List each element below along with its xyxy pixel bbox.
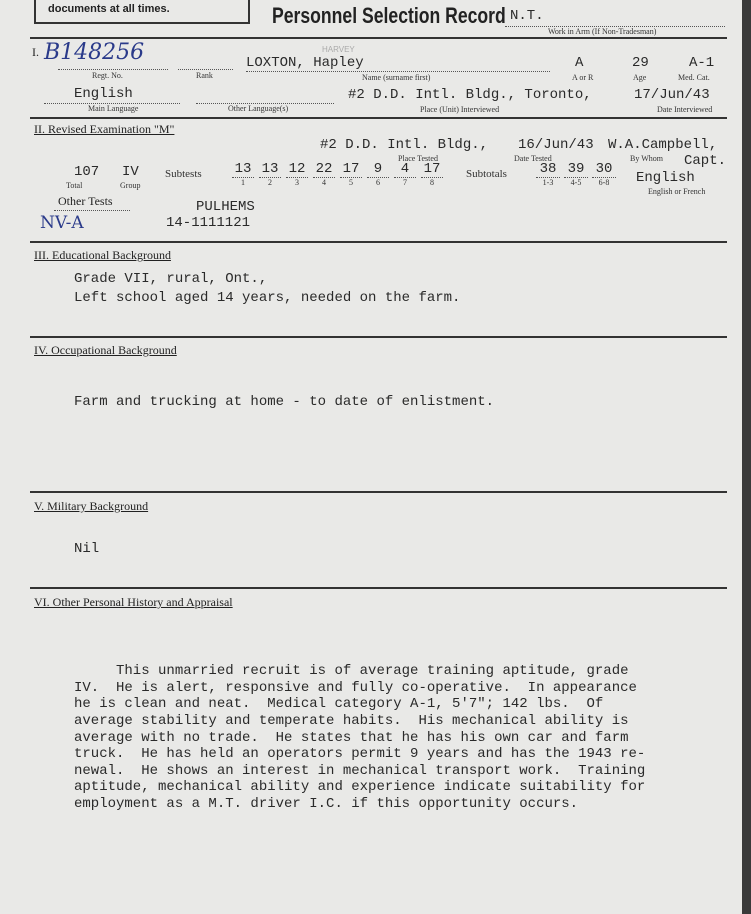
rank-label: Rank xyxy=(196,71,213,80)
test-language: English xyxy=(636,170,695,186)
by-whom: W.A.Campbell, xyxy=(608,137,718,153)
other-language-label: Other Language(s) xyxy=(228,104,289,113)
date-tested-label: Date Tested xyxy=(514,154,552,163)
age-label: Age xyxy=(633,73,647,82)
subtest-score xyxy=(367,162,389,187)
main-language-label: Main Language xyxy=(88,104,139,113)
group-label: Group xyxy=(120,181,141,190)
subtest-score xyxy=(421,162,443,187)
education-line: Grade VII, rural, Ont., xyxy=(74,271,268,287)
main-language: English xyxy=(74,86,133,102)
appraisal-line: aptitude, mechanical ability and experience indicate suitability for xyxy=(74,779,646,796)
subtests-label: Subtests xyxy=(165,168,202,180)
place-interviewed-label: Place (Unit) Interviewed xyxy=(420,105,500,114)
subtests xyxy=(232,162,443,187)
appraisal-line: he is clean and neat. Medical category A-1, 5'7"; 142 lbs. Of xyxy=(74,696,604,713)
appraisal-line: IV. He is alert, responsive and fully co-operative. In appearance xyxy=(74,679,637,696)
subtotal-range: 4-5 xyxy=(570,178,582,187)
section-2-heading: II. Revised Examination "M" xyxy=(34,122,175,136)
test-language-label: English or French xyxy=(648,187,706,196)
notice-box xyxy=(34,0,250,24)
section-4-heading: IV. Occupational Background xyxy=(34,343,177,357)
by-whom-rank: Capt. xyxy=(684,153,727,169)
age: 29 xyxy=(632,55,649,71)
subtotal-value: 39 xyxy=(564,162,588,178)
date-tested: 16/Jun/43 xyxy=(518,137,594,153)
place-interviewed: #2 D.D. Intl. Bldg., Toronto, xyxy=(348,87,592,103)
military-text: Nil xyxy=(74,541,100,557)
med-cat: A-1 xyxy=(689,55,715,71)
regt-no-label: Regt. No. xyxy=(92,71,123,80)
group: IV xyxy=(122,164,139,180)
name-label: Name (surname first) xyxy=(362,73,431,82)
education-line: Left school aged 14 years, needed on the farm. xyxy=(74,290,461,306)
pulhems-label: PULHEMS xyxy=(196,199,255,215)
name: LOXTON, Hapley xyxy=(246,55,364,71)
subtotal-range: 1-3 xyxy=(542,178,554,187)
subtest-number: 6 xyxy=(376,178,380,187)
subtest-value: 9 xyxy=(367,162,389,178)
a-or-r-label: A or R xyxy=(572,73,594,82)
subtotals xyxy=(536,162,616,187)
subtest-value: 17 xyxy=(421,162,443,178)
notice-text: documents at all times. xyxy=(48,3,170,15)
subtest-value: 12 xyxy=(286,162,308,178)
section-5-heading: V. Military Background xyxy=(34,499,149,513)
subtest-value: 4 xyxy=(394,162,416,178)
section-3-heading: III. Educational Background xyxy=(34,248,171,262)
total-score: 107 xyxy=(74,164,100,180)
subtotal-score xyxy=(564,162,588,187)
page-title: Personnel Selection Record xyxy=(272,3,506,28)
subtotal-value: 38 xyxy=(536,162,560,178)
subtest-number: 4 xyxy=(322,178,326,187)
subtest-value: 22 xyxy=(313,162,335,178)
subtotals-label: Subtotals xyxy=(466,168,507,180)
subtotal-value: 30 xyxy=(592,162,616,178)
right-edge-shadow xyxy=(742,0,751,914)
subtest-score xyxy=(394,162,416,187)
a-or-r: A xyxy=(575,55,584,71)
section-numeral: I. xyxy=(32,45,39,59)
by-whom-label: By Whom xyxy=(630,154,663,163)
med-cat-label: Med. Cat. xyxy=(678,73,710,82)
appraisal-line: newal. He shows an interest in mechanical transport work. Training xyxy=(74,762,646,779)
subtest-number: 2 xyxy=(268,178,272,187)
appraisal-line: employment as a M.T. driver I.C. if this opportunity occurs. xyxy=(74,795,579,812)
subtest-value: 13 xyxy=(232,162,254,178)
subtest-score xyxy=(286,162,308,187)
appraisal-line: truck. He has held an operators permit 9 years and has the 1943 re- xyxy=(74,746,646,763)
place-tested: #2 D.D. Intl. Bldg., xyxy=(320,137,489,153)
work-in-arm: N.T. xyxy=(510,8,544,24)
appraisal-line: average with no trade. He states that he has his own car and farm xyxy=(74,729,629,746)
pulhems-value: 14-1111121 xyxy=(166,215,251,231)
subtest-score xyxy=(259,162,281,187)
appraisal-text xyxy=(74,630,645,829)
subtest-value: 17 xyxy=(340,162,362,178)
subtotal-score xyxy=(592,162,616,187)
regt-no: B148256 xyxy=(44,40,145,65)
other-tests-label: Other Tests xyxy=(58,194,113,208)
subtest-number: 5 xyxy=(349,178,353,187)
subtest-value: 13 xyxy=(259,162,281,178)
subtest-score xyxy=(232,162,254,187)
work-in-arm-label: Work in Arm (If Non-Tradesman) xyxy=(548,27,657,36)
date-interviewed: 17/Jun/43 xyxy=(634,87,710,103)
section-6-heading: VI. Other Personal History and Appraisal xyxy=(34,595,233,609)
name-correction: HARVEY xyxy=(322,45,355,54)
total-label: Total xyxy=(66,181,83,190)
occupational-text: Farm and trucking at home - to date of enlistment. xyxy=(74,394,495,410)
subtest-number: 3 xyxy=(295,178,299,187)
subtotal-score xyxy=(536,162,560,187)
date-interviewed-label: Date Interviewed xyxy=(657,105,713,114)
place-tested-label: Place Tested xyxy=(398,154,438,163)
subtest-number: 7 xyxy=(403,178,407,187)
appraisal-line: average stability and temperate habits. His mechanical ability is xyxy=(74,712,629,729)
subtotal-range: 6-8 xyxy=(598,178,610,187)
subtest-number: 1 xyxy=(241,178,245,187)
subtest-score xyxy=(313,162,335,187)
appraisal-line: This unmarried recruit is of average training aptitude, grade xyxy=(74,663,629,680)
subtest-score xyxy=(340,162,362,187)
subtest-number: 8 xyxy=(430,178,434,187)
other-tests-value: NV-A xyxy=(40,213,84,233)
